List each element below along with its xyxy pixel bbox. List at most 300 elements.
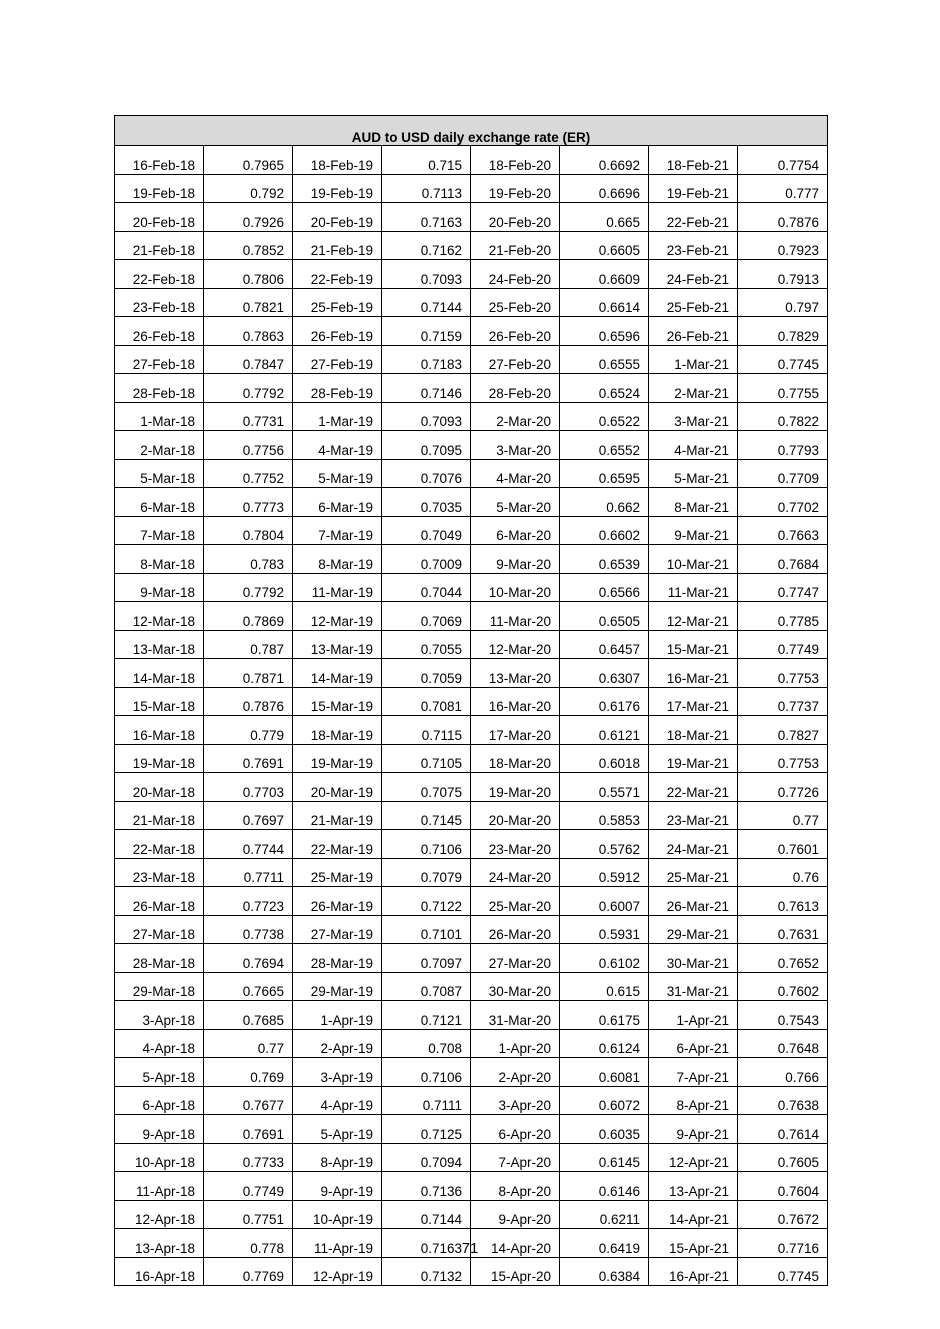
cell-rate-2020: 0.6102 [560,944,649,973]
cell-rate-2019: 0.7095 [382,431,471,460]
cell-date-2020: 25-Feb-20 [471,288,560,317]
table-row [115,1029,828,1058]
table-row [115,716,828,745]
cell-date-2019: 27-Mar-19 [293,915,382,944]
cell-rate-2021: 0.766 [738,1058,828,1087]
cell-date-2020: 8-Apr-20 [471,1172,560,1201]
cell-rate-2019: 0.7115 [382,716,471,745]
cell-rate-2020: 0.6692 [560,146,649,175]
cell-rate-2018: 0.7965 [204,146,293,175]
cell-rate-2021: 0.7638 [738,1086,828,1115]
table-row [115,545,828,574]
cell-rate-2021: 0.7601 [738,830,828,859]
cell-rate-2018: 0.7847 [204,345,293,374]
cell-rate-2021: 0.7829 [738,317,828,346]
table-row [115,830,828,859]
cell-date-2020: 12-Mar-20 [471,630,560,659]
cell-date-2018: 22-Mar-18 [115,830,204,859]
cell-rate-2019: 0.7094 [382,1143,471,1172]
cell-rate-2021: 0.7716 [738,1229,828,1258]
cell-date-2018: 22-Feb-18 [115,260,204,289]
table-row [115,972,828,1001]
cell-date-2020: 2-Apr-20 [471,1058,560,1087]
table-row [115,659,828,688]
cell-rate-2020: 0.6081 [560,1058,649,1087]
cell-rate-2020: 0.6307 [560,659,649,688]
cell-rate-2018: 0.7749 [204,1172,293,1201]
cell-date-2019: 8-Apr-19 [293,1143,382,1172]
cell-date-2019: 7-Mar-19 [293,516,382,545]
cell-date-2018: 3-Apr-18 [115,1001,204,1030]
cell-date-2020: 20-Mar-20 [471,801,560,830]
cell-date-2018: 21-Feb-18 [115,231,204,260]
cell-rate-2019: 0.7145 [382,801,471,830]
cell-rate-2019: 0.7009 [382,545,471,574]
cell-rate-2018: 0.7738 [204,915,293,944]
cell-rate-2018: 0.7711 [204,858,293,887]
cell-rate-2019: 0.7075 [382,773,471,802]
cell-date-2021: 12-Mar-21 [649,602,738,631]
cell-date-2021: 31-Mar-21 [649,972,738,1001]
cell-date-2020: 27-Feb-20 [471,345,560,374]
cell-date-2018: 6-Apr-18 [115,1086,204,1115]
cell-rate-2019: 0.7049 [382,516,471,545]
cell-date-2020: 26-Feb-20 [471,317,560,346]
cell-rate-2019: 0.7113 [382,174,471,203]
cell-rate-2021: 0.7785 [738,602,828,631]
cell-rate-2020: 0.6007 [560,887,649,916]
cell-rate-2020: 0.5571 [560,773,649,802]
cell-date-2020: 4-Mar-20 [471,459,560,488]
cell-rate-2021: 0.7923 [738,231,828,260]
cell-rate-2021: 0.77 [738,801,828,830]
cell-date-2021: 25-Feb-21 [649,288,738,317]
table-row [115,1143,828,1172]
cell-date-2021: 8-Mar-21 [649,488,738,517]
table-row [115,146,828,175]
cell-date-2019: 28-Mar-19 [293,944,382,973]
cell-date-2021: 19-Mar-21 [649,744,738,773]
cell-rate-2018: 0.77 [204,1029,293,1058]
cell-date-2018: 14-Mar-18 [115,659,204,688]
cell-rate-2018: 0.7792 [204,573,293,602]
cell-date-2020: 13-Mar-20 [471,659,560,688]
cell-date-2019: 27-Feb-19 [293,345,382,374]
cell-date-2018: 26-Feb-18 [115,317,204,346]
cell-date-2021: 13-Apr-21 [649,1172,738,1201]
cell-rate-2020: 0.6419 [560,1229,649,1258]
cell-date-2021: 24-Feb-21 [649,260,738,289]
cell-rate-2020: 0.6384 [560,1257,649,1286]
cell-date-2018: 15-Mar-18 [115,687,204,716]
cell-rate-2018: 0.7821 [204,288,293,317]
cell-date-2019: 3-Apr-19 [293,1058,382,1087]
cell-rate-2021: 0.7702 [738,488,828,517]
cell-rate-2020: 0.6555 [560,345,649,374]
cell-rate-2019: 0.7125 [382,1115,471,1144]
cell-date-2019: 19-Feb-19 [293,174,382,203]
cell-rate-2021: 0.7755 [738,374,828,403]
cell-date-2019: 4-Apr-19 [293,1086,382,1115]
cell-date-2021: 11-Mar-21 [649,573,738,602]
cell-date-2020: 18-Feb-20 [471,146,560,175]
table-row [115,773,828,802]
cell-date-2020: 6-Mar-20 [471,516,560,545]
cell-rate-2021: 0.7822 [738,402,828,431]
cell-rate-2021: 0.7614 [738,1115,828,1144]
cell-date-2018: 23-Feb-18 [115,288,204,317]
cell-date-2021: 24-Mar-21 [649,830,738,859]
cell-date-2021: 17-Mar-21 [649,687,738,716]
cell-rate-2018: 0.7744 [204,830,293,859]
cell-rate-2020: 0.665 [560,203,649,232]
cell-date-2019: 28-Feb-19 [293,374,382,403]
cell-rate-2019: 0.7183 [382,345,471,374]
table-row [115,260,828,289]
cell-rate-2021: 0.7648 [738,1029,828,1058]
cell-date-2020: 9-Mar-20 [471,545,560,574]
cell-date-2020: 9-Apr-20 [471,1200,560,1229]
cell-rate-2020: 0.6524 [560,374,649,403]
cell-rate-2019: 0.7146 [382,374,471,403]
table-row [115,801,828,830]
cell-rate-2018: 0.769 [204,1058,293,1087]
cell-rate-2021: 0.7602 [738,972,828,1001]
cell-date-2021: 12-Apr-21 [649,1143,738,1172]
cell-date-2021: 9-Apr-21 [649,1115,738,1144]
cell-date-2021: 1-Mar-21 [649,345,738,374]
cell-rate-2019: 0.7055 [382,630,471,659]
cell-date-2020: 14-Apr-20 [471,1229,560,1258]
cell-rate-2019: 0.7121 [382,1001,471,1030]
cell-rate-2018: 0.7852 [204,231,293,260]
table-row [115,203,828,232]
cell-date-2019: 12-Apr-19 [293,1257,382,1286]
table-row [115,345,828,374]
cell-date-2020: 11-Mar-20 [471,602,560,631]
cell-rate-2019: 0.7105 [382,744,471,773]
cell-rate-2020: 0.6146 [560,1172,649,1201]
cell-date-2021: 16-Apr-21 [649,1257,738,1286]
cell-rate-2020: 0.6176 [560,687,649,716]
cell-date-2021: 23-Mar-21 [649,801,738,830]
cell-date-2019: 29-Mar-19 [293,972,382,1001]
cell-date-2018: 5-Mar-18 [115,459,204,488]
cell-rate-2018: 0.7926 [204,203,293,232]
cell-rate-2020: 0.6018 [560,744,649,773]
cell-date-2021: 2-Mar-21 [649,374,738,403]
cell-rate-2020: 0.662 [560,488,649,517]
cell-rate-2021: 0.7913 [738,260,828,289]
table-row [115,1058,828,1087]
cell-rate-2018: 0.7806 [204,260,293,289]
cell-date-2018: 6-Mar-18 [115,488,204,517]
cell-date-2019: 26-Feb-19 [293,317,382,346]
cell-date-2019: 5-Apr-19 [293,1115,382,1144]
cell-rate-2018: 0.7769 [204,1257,293,1286]
cell-date-2018: 7-Mar-18 [115,516,204,545]
cell-date-2021: 8-Apr-21 [649,1086,738,1115]
cell-rate-2019: 0.7044 [382,573,471,602]
cell-rate-2021: 0.7605 [738,1143,828,1172]
cell-rate-2018: 0.7773 [204,488,293,517]
cell-date-2018: 5-Apr-18 [115,1058,204,1087]
cell-rate-2018: 0.783 [204,545,293,574]
table-row [115,602,828,631]
cell-rate-2020: 0.6602 [560,516,649,545]
cell-date-2021: 15-Apr-21 [649,1229,738,1258]
cell-date-2021: 18-Mar-21 [649,716,738,745]
cell-date-2019: 20-Feb-19 [293,203,382,232]
cell-date-2019: 20-Mar-19 [293,773,382,802]
cell-rate-2019: 0.7079 [382,858,471,887]
cell-date-2021: 26-Mar-21 [649,887,738,916]
cell-rate-2019: 0.7163 [382,203,471,232]
cell-rate-2020: 0.6121 [560,716,649,745]
cell-rate-2021: 0.7793 [738,431,828,460]
cell-rate-2018: 0.7876 [204,687,293,716]
cell-date-2020: 30-Mar-20 [471,972,560,1001]
cell-date-2020: 24-Feb-20 [471,260,560,289]
cell-date-2018: 11-Apr-18 [115,1172,204,1201]
cell-rate-2018: 0.787 [204,630,293,659]
table-row [115,944,828,973]
cell-date-2019: 13-Mar-19 [293,630,382,659]
cell-rate-2020: 0.6145 [560,1143,649,1172]
cell-rate-2019: 0.7093 [382,402,471,431]
cell-rate-2020: 0.6609 [560,260,649,289]
cell-rate-2021: 0.7604 [738,1172,828,1201]
cell-rate-2020: 0.6457 [560,630,649,659]
cell-date-2020: 31-Mar-20 [471,1001,560,1030]
cell-rate-2020: 0.5912 [560,858,649,887]
cell-rate-2020: 0.6124 [560,1029,649,1058]
cell-date-2019: 9-Apr-19 [293,1172,382,1201]
cell-date-2021: 4-Mar-21 [649,431,738,460]
cell-date-2021: 19-Feb-21 [649,174,738,203]
cell-date-2019: 25-Feb-19 [293,288,382,317]
cell-date-2018: 28-Mar-18 [115,944,204,973]
cell-rate-2018: 0.7694 [204,944,293,973]
cell-rate-2021: 0.7672 [738,1200,828,1229]
cell-rate-2018: 0.7792 [204,374,293,403]
cell-date-2018: 2-Mar-18 [115,431,204,460]
cell-rate-2019: 0.7111 [382,1086,471,1115]
cell-date-2021: 16-Mar-21 [649,659,738,688]
cell-rate-2020: 0.6696 [560,174,649,203]
table-row [115,174,828,203]
cell-date-2018: 10-Apr-18 [115,1143,204,1172]
cell-date-2018: 21-Mar-18 [115,801,204,830]
cell-rate-2020: 0.6072 [560,1086,649,1115]
cell-date-2021: 22-Feb-21 [649,203,738,232]
cell-date-2019: 2-Apr-19 [293,1029,382,1058]
table-row [115,630,828,659]
cell-date-2020: 6-Apr-20 [471,1115,560,1144]
cell-rate-2021: 0.7754 [738,146,828,175]
table-title-row [115,116,828,146]
cell-rate-2018: 0.7733 [204,1143,293,1172]
cell-date-2020: 19-Feb-20 [471,174,560,203]
cell-rate-2018: 0.7731 [204,402,293,431]
cell-date-2020: 2-Mar-20 [471,402,560,431]
cell-date-2020: 1-Apr-20 [471,1029,560,1058]
cell-rate-2019: 0.7132 [382,1257,471,1286]
cell-date-2019: 26-Mar-19 [293,887,382,916]
cell-rate-2019: 0.715 [382,146,471,175]
cell-date-2021: 22-Mar-21 [649,773,738,802]
cell-date-2020: 3-Apr-20 [471,1086,560,1115]
page-number: 71 [461,1240,479,1257]
table-row [115,1086,828,1115]
cell-rate-2020: 0.6035 [560,1115,649,1144]
cell-date-2021: 15-Mar-21 [649,630,738,659]
table-row [115,317,828,346]
cell-rate-2018: 0.7691 [204,744,293,773]
cell-rate-2020: 0.6552 [560,431,649,460]
cell-rate-2019: 0.7093 [382,260,471,289]
cell-rate-2019: 0.7101 [382,915,471,944]
cell-rate-2018: 0.7697 [204,801,293,830]
cell-date-2021: 5-Mar-21 [649,459,738,488]
table-row [115,858,828,887]
cell-rate-2018: 0.778 [204,1229,293,1258]
cell-date-2018: 4-Apr-18 [115,1029,204,1058]
cell-rate-2021: 0.7747 [738,573,828,602]
cell-date-2018: 16-Mar-18 [115,716,204,745]
cell-date-2019: 11-Apr-19 [293,1229,382,1258]
table-row [115,1200,828,1229]
cell-date-2018: 13-Apr-18 [115,1229,204,1258]
cell-rate-2020: 0.6566 [560,573,649,602]
cell-rate-2021: 0.76 [738,858,828,887]
cell-rate-2019: 0.7122 [382,887,471,916]
cell-date-2020: 24-Mar-20 [471,858,560,887]
cell-date-2019: 19-Mar-19 [293,744,382,773]
cell-rate-2020: 0.6605 [560,231,649,260]
cell-rate-2021: 0.7876 [738,203,828,232]
cell-date-2019: 21-Feb-19 [293,231,382,260]
cell-date-2018: 9-Mar-18 [115,573,204,602]
table-row [115,1172,828,1201]
table-row [115,488,828,517]
cell-rate-2020: 0.6522 [560,402,649,431]
cell-rate-2019: 0.7076 [382,459,471,488]
cell-rate-2020: 0.5931 [560,915,649,944]
cell-date-2021: 26-Feb-21 [649,317,738,346]
table-row [115,431,828,460]
cell-date-2019: 25-Mar-19 [293,858,382,887]
cell-date-2018: 9-Apr-18 [115,1115,204,1144]
table-title: AUD to USD daily exchange rate (ER) [115,116,828,146]
cell-date-2020: 10-Mar-20 [471,573,560,602]
table-row [115,231,828,260]
cell-rate-2021: 0.7753 [738,659,828,688]
cell-rate-2020: 0.615 [560,972,649,1001]
cell-date-2020: 15-Apr-20 [471,1257,560,1286]
cell-rate-2019: 0.7106 [382,1058,471,1087]
cell-rate-2018: 0.7723 [204,887,293,916]
table-row [115,459,828,488]
cell-date-2020: 3-Mar-20 [471,431,560,460]
cell-date-2021: 18-Feb-21 [649,146,738,175]
cell-rate-2018: 0.7756 [204,431,293,460]
cell-rate-2021: 0.7737 [738,687,828,716]
cell-date-2018: 16-Feb-18 [115,146,204,175]
cell-rate-2018: 0.7677 [204,1086,293,1115]
cell-date-2019: 15-Mar-19 [293,687,382,716]
cell-date-2018: 19-Feb-18 [115,174,204,203]
cell-rate-2021: 0.7745 [738,345,828,374]
cell-rate-2021: 0.7726 [738,773,828,802]
cell-date-2020: 23-Mar-20 [471,830,560,859]
cell-rate-2018: 0.7703 [204,773,293,802]
cell-rate-2021: 0.7652 [738,944,828,973]
cell-rate-2018: 0.7863 [204,317,293,346]
cell-date-2019: 21-Mar-19 [293,801,382,830]
cell-date-2018: 28-Feb-18 [115,374,204,403]
cell-rate-2020: 0.5762 [560,830,649,859]
cell-date-2020: 7-Apr-20 [471,1143,560,1172]
table-row [115,402,828,431]
cell-date-2020: 26-Mar-20 [471,915,560,944]
cell-date-2018: 20-Mar-18 [115,773,204,802]
cell-rate-2019: 0.7162 [382,231,471,260]
cell-rate-2021: 0.7613 [738,887,828,916]
cell-rate-2019: 0.7144 [382,288,471,317]
cell-date-2020: 17-Mar-20 [471,716,560,745]
cell-date-2019: 12-Mar-19 [293,602,382,631]
cell-date-2020: 18-Mar-20 [471,744,560,773]
cell-date-2021: 30-Mar-21 [649,944,738,973]
cell-date-2018: 27-Feb-18 [115,345,204,374]
cell-rate-2021: 0.7753 [738,744,828,773]
cell-date-2020: 20-Feb-20 [471,203,560,232]
cell-rate-2021: 0.7745 [738,1257,828,1286]
cell-date-2018: 8-Mar-18 [115,545,204,574]
cell-rate-2019: 0.7159 [382,317,471,346]
cell-date-2019: 22-Mar-19 [293,830,382,859]
cell-rate-2018: 0.7871 [204,659,293,688]
cell-rate-2019: 0.7069 [382,602,471,631]
cell-date-2019: 14-Mar-19 [293,659,382,688]
cell-rate-2018: 0.7869 [204,602,293,631]
cell-rate-2018: 0.7751 [204,1200,293,1229]
cell-date-2018: 12-Apr-18 [115,1200,204,1229]
cell-date-2019: 18-Feb-19 [293,146,382,175]
cell-date-2021: 23-Feb-21 [649,231,738,260]
cell-rate-2021: 0.7663 [738,516,828,545]
cell-rate-2019: 0.7136 [382,1172,471,1201]
table-row [115,516,828,545]
cell-date-2018: 29-Mar-18 [115,972,204,1001]
cell-date-2018: 12-Mar-18 [115,602,204,631]
cell-rate-2019: 0.7097 [382,944,471,973]
cell-date-2021: 7-Apr-21 [649,1058,738,1087]
table-body [115,146,828,1286]
cell-date-2021: 3-Mar-21 [649,402,738,431]
cell-rate-2019: 0.7144 [382,1200,471,1229]
cell-rate-2020: 0.6596 [560,317,649,346]
table-row [115,744,828,773]
cell-rate-2020: 0.6614 [560,288,649,317]
cell-date-2020: 28-Feb-20 [471,374,560,403]
table-row [115,1115,828,1144]
exchange-rate-table [114,115,828,1286]
cell-date-2020: 25-Mar-20 [471,887,560,916]
table-row [115,1257,828,1286]
cell-rate-2020: 0.6211 [560,1200,649,1229]
